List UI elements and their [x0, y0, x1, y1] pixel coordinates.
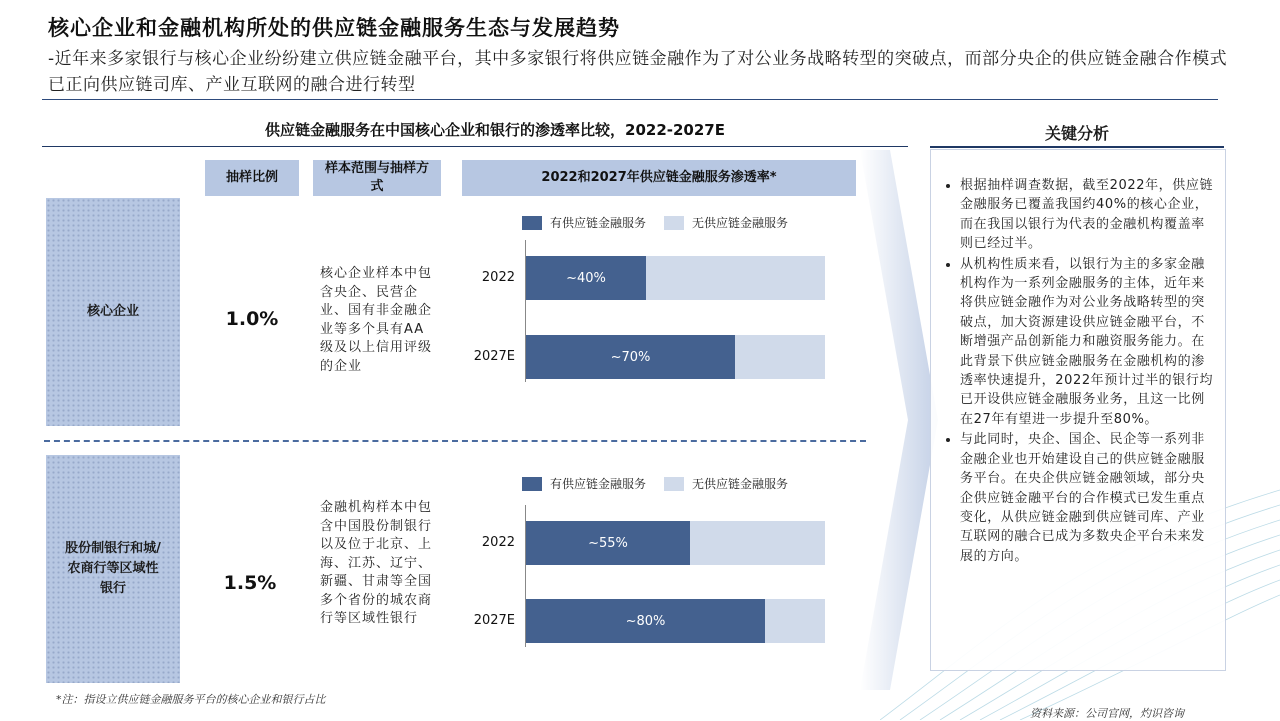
header-divider [42, 99, 1218, 100]
legend-label-with: 有供应链金融服务 [550, 477, 647, 491]
bar-with [526, 599, 765, 643]
bar-data-label: ~55% [588, 535, 628, 551]
page-title: 核心企业和金融机构所处的供应链金融服务生态与发展趋势 [48, 16, 620, 40]
bar-with [526, 335, 735, 379]
legend-label-without: 无供应链金融服务 [692, 477, 789, 491]
bar-with [526, 256, 646, 300]
key-analysis-divider [930, 146, 1224, 148]
bar-with [526, 521, 690, 565]
col-header-ratio: 抽样比例 [205, 160, 299, 196]
ratio-value: 1.0% [225, 308, 279, 330]
col-header-sample: 样本范围与抽样方式 [313, 160, 441, 196]
row-separator [44, 440, 866, 442]
key-analysis-title: 关键分析 [1044, 124, 1109, 143]
key-point: • 与此同时，央企、国企、民企等一系列非金融企业也开始建设自己的供应链金融服务平台。在央企供应链金融领域，部分央企供应链金融平台的合作模式已发生重点变化，从供应链金融到供应链司库、产业互联网的融合已成为多数央企平台未来发展的方向。 [960, 430, 1216, 566]
legend-swatch-with [522, 477, 542, 491]
legend-swatch-without [664, 477, 684, 491]
category-label-2027e: 2027E [473, 349, 515, 364]
legend [522, 214, 788, 231]
key-point: • 根据抽样调查数据，截至2022年，供应链金融服务已覆盖我国约40%的核心企业，而在我国以银行为代表的金融机构覆盖率则已经过半。 [960, 176, 1216, 254]
category-label-2027e: 2027E [473, 613, 515, 628]
category-label-2022: 2022 [481, 270, 515, 285]
ratio-value: 1.5% [223, 572, 277, 594]
footnote: *注：指设立供应链金融服务平台的核心企业和银行占比 [56, 693, 326, 706]
legend-swatch-without [664, 216, 684, 230]
legend-label-with: 有供应链金融服务 [550, 216, 647, 230]
key-analysis-list [944, 176, 1216, 567]
row-label-text: 股份制银行和城/农商行等区域性银行 [65, 541, 161, 596]
source-note: 资料来源：公司官网，灼识咨询 [1030, 707, 1184, 720]
legend-swatch-with [522, 216, 542, 230]
sample-description: 核心企业样本中包含央企、民营企业、国有非金融企业等多个具有AA级及以上信用评级的企业 [320, 266, 433, 374]
row-label-text: 核心企业 [86, 304, 139, 319]
col-header-rate: 2022和2027年供应链金融服务渗透率* [462, 160, 856, 196]
section-title: 供应链金融服务在中国核心企业和银行的渗透率比较，2022-2027E [265, 121, 725, 139]
row-label-banks [46, 455, 180, 683]
legend [522, 475, 788, 492]
bar-data-label: ~80% [625, 613, 666, 629]
legend-label-without: 无供应链金融服务 [692, 216, 789, 230]
bar-data-label: ~40% [566, 270, 606, 286]
row-label-core-enterprise [46, 198, 180, 426]
sample-description: 金融机构样本中包含中国股份制银行以及位于北京、上海、江苏、辽宁、新疆、甘肃等全国多个省份的城农商行等区域性银行 [320, 500, 433, 626]
page-subtitle: -近年来多家银行与核心企业纷纷建立供应链金融平台，其中多家银行将供应链金融作为了对公业务战略转型的突破点，而部分央企的供应链金融合作模式已正向供应链司库、产业互联网的融合进行转型 [48, 49, 1228, 95]
category-label-2022: 2022 [481, 535, 515, 550]
section-divider [42, 146, 908, 147]
chevron-arrow-shape [860, 150, 940, 690]
key-point: • 从机构性质来看，以银行为主的多家金融机构作为一系列金融服务的主体，近年来将供应链金融作为对公业务战略转型的突破点，加大资源建设供应链金融平台，不断增强产品创新能力和融资服务能力。在此背景下供应链金融服务在金融机构的渗透率快速提升，2022年预计过半的银行均已开设供应链金融服务业务，且这一比例在27年有望进一步提升至80%。 [960, 255, 1216, 430]
bar-data-label: ~70% [610, 349, 651, 365]
